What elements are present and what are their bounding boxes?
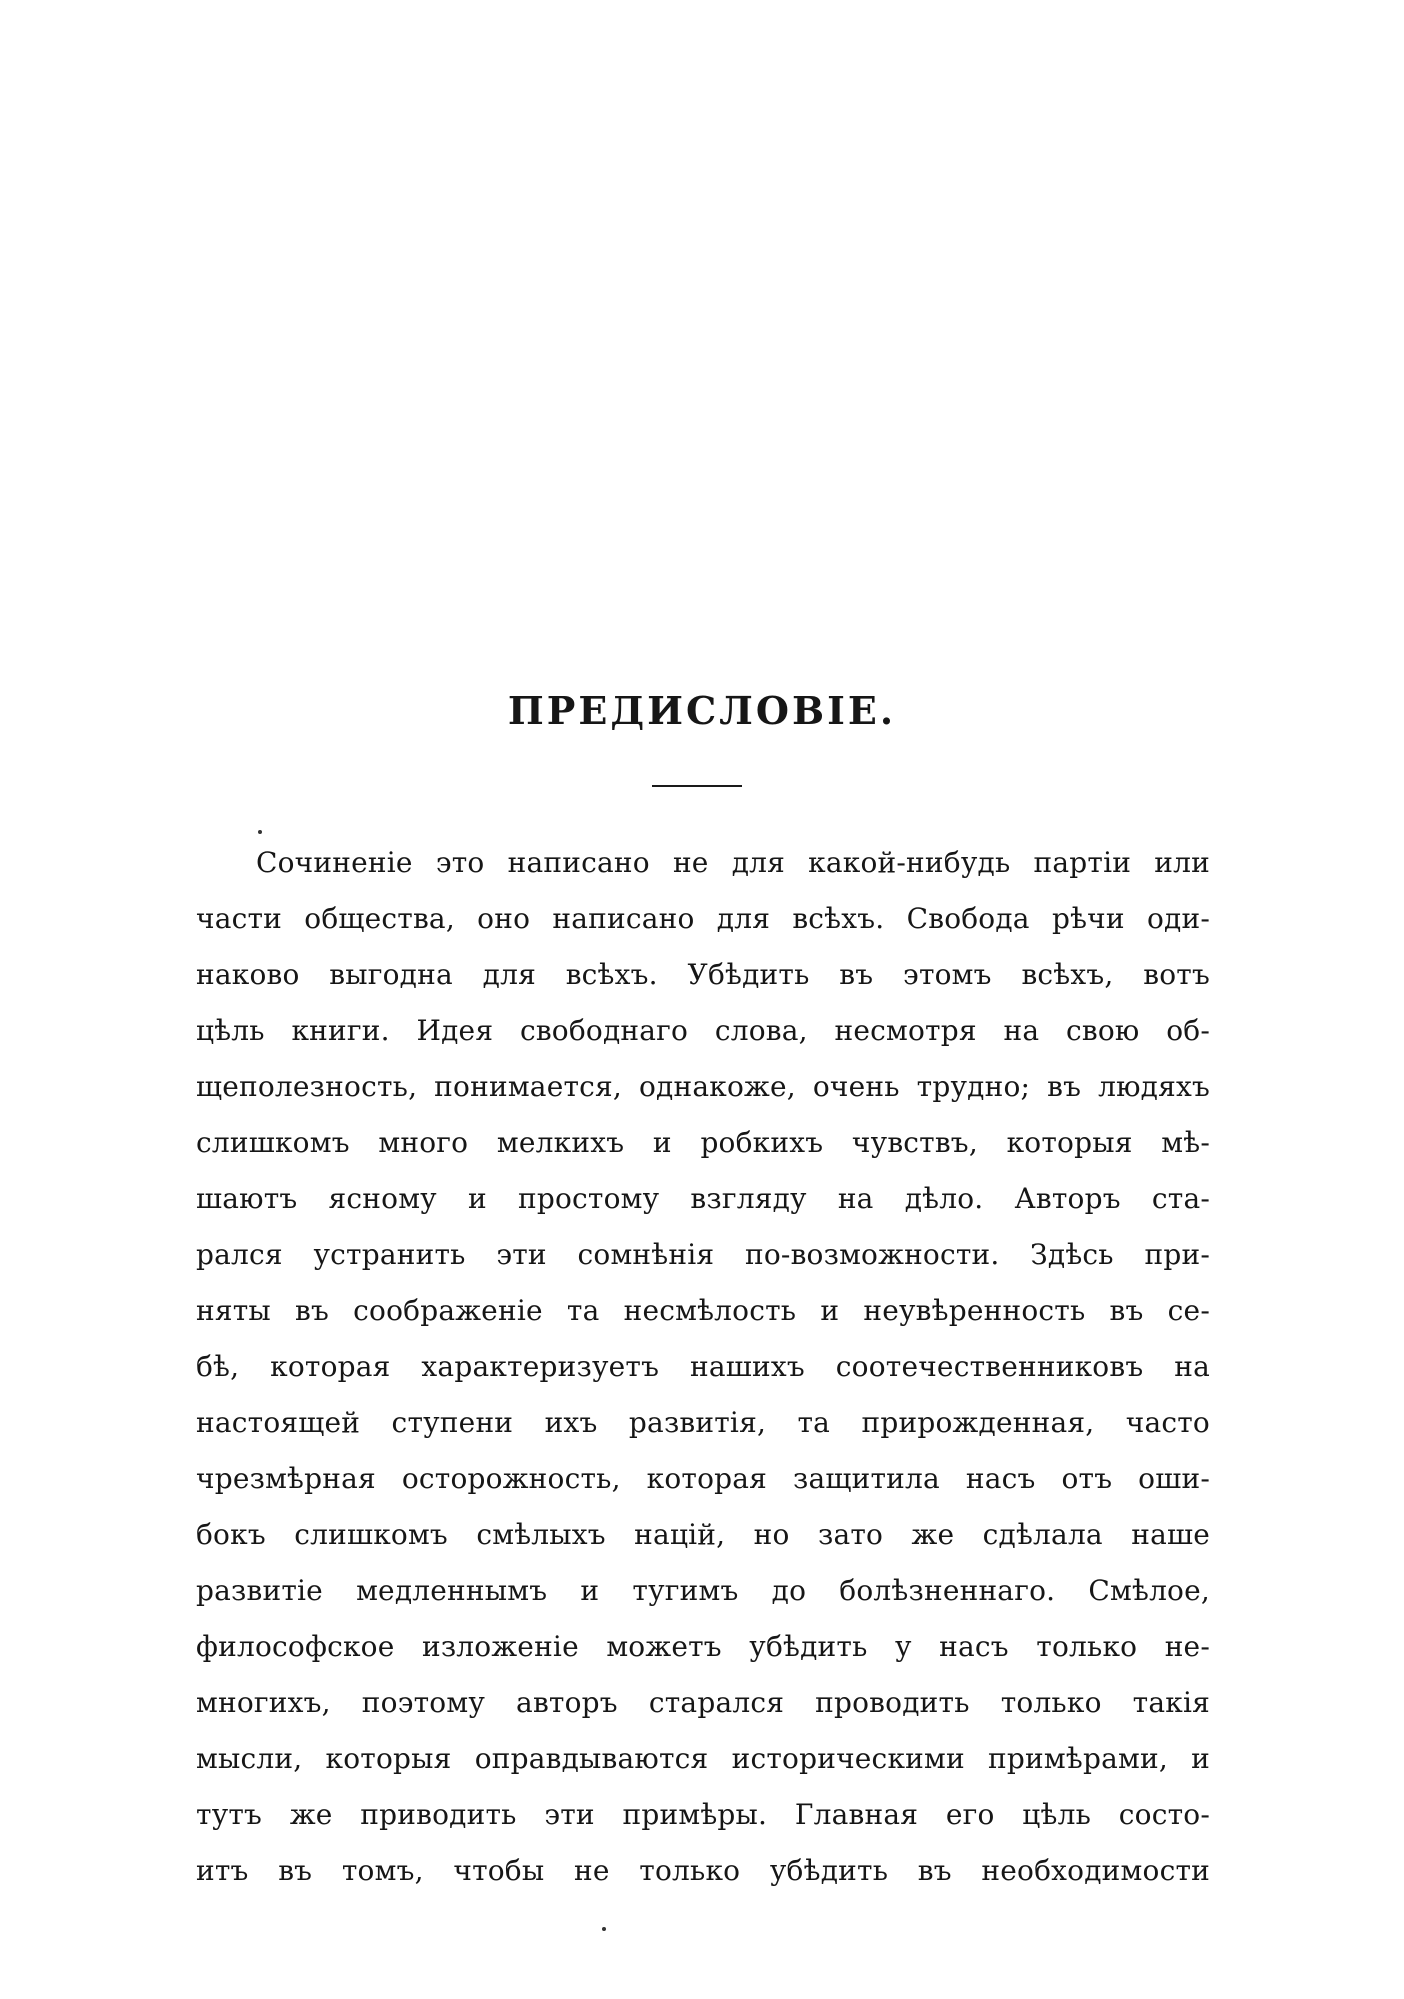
text-line: мысли, которыя оправдываются историческими примѣрами, и	[196, 1742, 1210, 1775]
text-line: шаютъ ясному и простому взгляду на дѣло. Авторъ ста-	[196, 1182, 1210, 1215]
text-line: настоящей ступени ихъ развитія, та прирожденная, часто	[196, 1406, 1210, 1439]
scan-speck	[602, 1927, 606, 1931]
text-line: многихъ, поэтому авторъ старался проводить только такія	[196, 1686, 1210, 1719]
text-line: тутъ же приводить эти примѣры. Главная его цѣль состо-	[196, 1798, 1210, 1831]
text-line: развитіе медленнымъ и тугимъ до болѣзненнаго. Смѣлое,	[196, 1574, 1210, 1607]
scan-speck	[258, 830, 262, 834]
text-line: бокъ слишкомъ смѣлыхъ націй, но зато же сдѣлала наше	[196, 1518, 1210, 1551]
text-line: чрезмѣрная осторожность, которая защитила насъ отъ оши-	[196, 1462, 1210, 1495]
text-line: щеполезность, понимается, однакоже, очень трудно; въ людяхъ	[196, 1070, 1210, 1103]
text-line: слишкомъ много мелкихъ и робкихъ чувствъ, которыя мѣ-	[196, 1126, 1210, 1159]
text-line: итъ въ томъ, чтобы не только убѣдить въ необходимости	[196, 1854, 1210, 1887]
text-line: части общества, оно написано для всѣхъ. Свобода рѣчи оди-	[196, 902, 1210, 935]
preface-text	[196, 835, 1210, 1899]
text-line: философское изложеніе можетъ убѣдить у насъ только не-	[196, 1630, 1210, 1663]
text-line: рался устранить эти сомнѣнія по-возможности. Здѣсь при-	[196, 1238, 1210, 1271]
text-line: цѣль книги. Идея свободнаго слова, несмотря на свою об-	[196, 1014, 1210, 1047]
text-line: бѣ, которая характеризуетъ нашихъ соотечественниковъ на	[196, 1350, 1210, 1383]
title-divider	[652, 785, 742, 787]
chapter-title: ПРЕДИСЛОВІЕ.	[507, 688, 897, 733]
text-line: наково выгодна для всѣхъ. Убѣдить въ этомъ всѣхъ, вотъ	[196, 958, 1210, 991]
text-line: Сочиненіе это написано не для какой-нибудь партіи или	[256, 846, 1210, 879]
text-line: няты въ соображеніе та несмѣлость и неувѣренность въ се-	[196, 1294, 1210, 1327]
